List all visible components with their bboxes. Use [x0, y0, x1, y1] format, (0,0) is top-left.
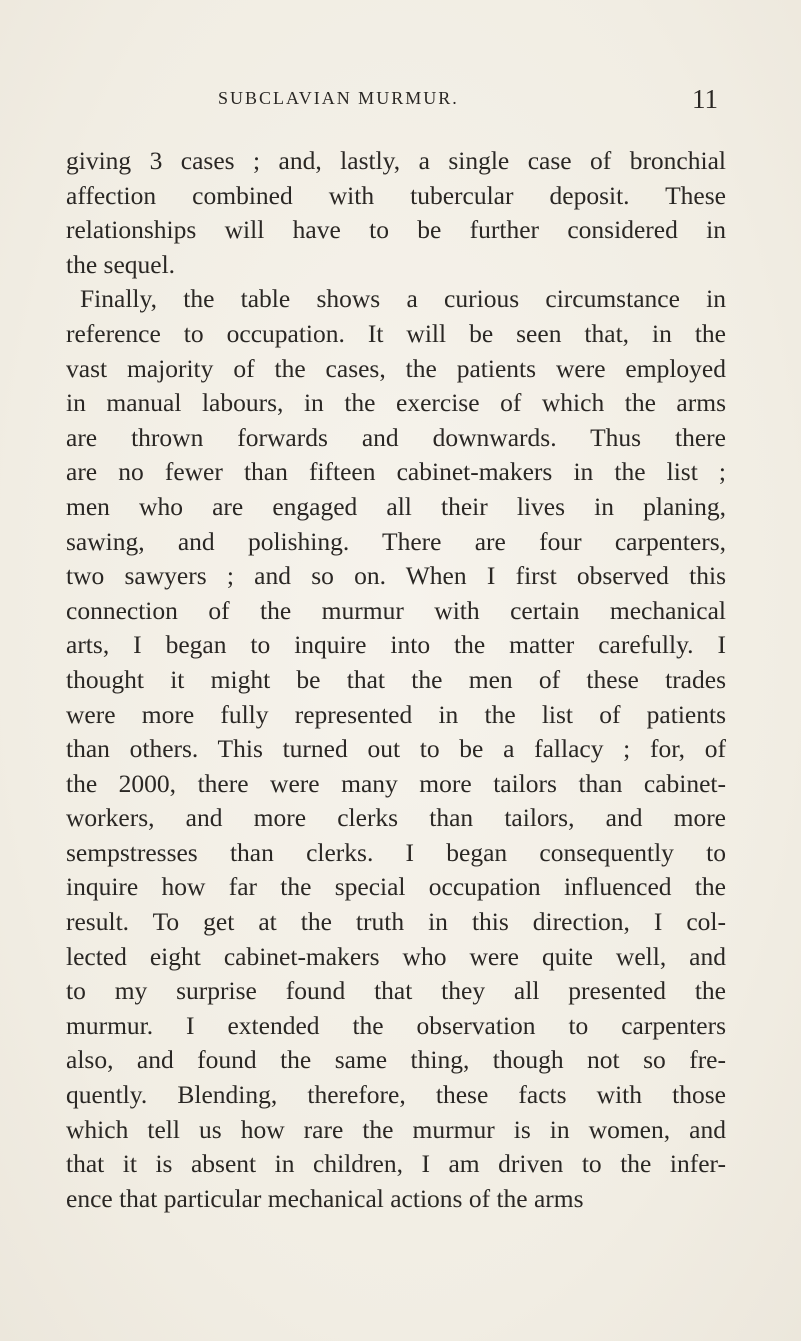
- text-line: connection of the murmur with certain mechanical: [66, 595, 726, 625]
- text-line: the 2000, there were many more tailors than cabinet-: [66, 768, 726, 798]
- text-line: the sequel.: [66, 249, 176, 279]
- text-line: men who are engaged all their lives in planing,: [66, 491, 726, 521]
- text-line: two sawyers ; and so on. When I first observed this: [66, 561, 726, 591]
- text-line: result. To get at the truth in this direction, I col-: [66, 907, 726, 937]
- text-line: were more fully represented in the list of patients: [66, 699, 726, 729]
- text-line: that it is absent in children, I am driven to the infer-: [66, 1149, 726, 1179]
- text-line: which tell us how rare the murmur is in women, and: [66, 1114, 726, 1144]
- text-line: relationships will have to be further considered in: [66, 215, 726, 245]
- body-text: [66, 144, 726, 1216]
- text-line: also, and found the same thing, though not so fre-: [66, 1045, 726, 1075]
- text-line: than others. This turned out to be a fallacy ; for, of: [66, 734, 726, 764]
- running-title: SUBCLAVIAN MURMUR.: [218, 88, 459, 108]
- text-line: are thrown forwards and downwards. Thus there: [66, 422, 726, 452]
- paragraph-start-line: Finally, the table shows a curious circumstance in: [80, 284, 726, 314]
- text-line: ence that particular mechanical actions of the arms: [66, 1183, 584, 1213]
- text-line: reference to occupation. It will be seen that, in the: [66, 318, 726, 348]
- text-line: quently. Blending, therefore, these facts with those: [66, 1080, 726, 1110]
- text-line: arts, I began to inquire into the matter carefully. I: [66, 630, 726, 660]
- text-line: to my surprise found that they all presented the: [66, 976, 726, 1006]
- text-line: inquire how far the special occupation influenced the: [66, 872, 726, 902]
- text-line: in manual labours, in the exercise of which the arms: [66, 388, 726, 418]
- text-line: are no fewer than fifteen cabinet-makers in the list ;: [66, 457, 726, 487]
- text-line: thought it might be that the men of these trades: [66, 664, 726, 694]
- text-line: sawing, and polishing. There are four carpenters,: [66, 526, 726, 556]
- text-line: workers, and more clerks than tailors, and more: [66, 803, 726, 833]
- text-line: giving 3 cases ; and, lastly, a single case of bronchial: [66, 146, 726, 175]
- text-line: murmur. I extended the observation to carpenters: [66, 1010, 726, 1040]
- text-line: vast majority of the cases, the patients were employed: [66, 353, 726, 383]
- running-head: [0, 84, 801, 114]
- text-line: lected eight cabinet-makers who were quite well, and: [66, 941, 726, 971]
- page-number: 11: [692, 84, 718, 114]
- text-line: affection combined with tubercular deposit. These: [66, 180, 726, 210]
- text-line: sempstresses than clerks. I began consequently to: [66, 837, 726, 867]
